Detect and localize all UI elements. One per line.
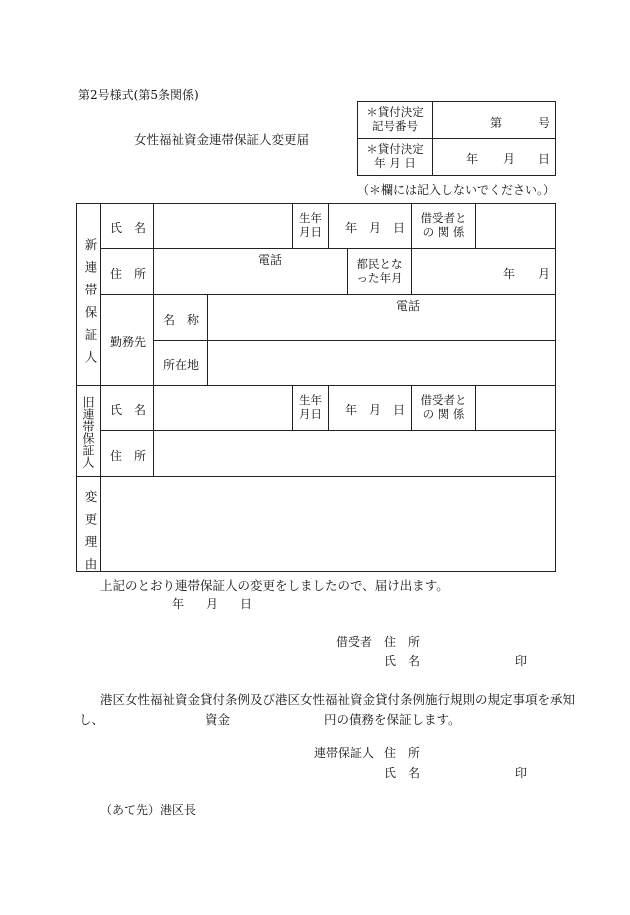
guarantee-amount-text: 円の債務を保証します。 [324,712,461,727]
guarantor-address-label: 住 所 [384,746,421,760]
decision-no-label: ＊貸付決定 記号番号 [366,105,424,133]
borrower-seal: 印 [515,654,528,668]
form-title: 女性福祉資金連帯保証人変更届 [134,132,310,147]
main-table [76,203,556,572]
declaration-day: 日 [240,597,253,611]
old-relation-label: 借受者と の 関 係 [420,393,467,421]
workplace-address-label: 所在地 [163,358,200,372]
new-guarantor-section-label: 新連帯保証人 [83,238,98,373]
office-note: （＊欄には記入しないでください。） [357,183,556,197]
new-birth-label: 生年 月日 [299,211,322,239]
workplace-phone-label: 電話 [396,299,421,313]
borrower-label: 借受者 [336,635,373,649]
declaration-month: 月 [206,597,219,611]
guarantor-sign-label: 連帯保証人 [314,746,375,760]
dai-label: 第 [490,116,503,130]
guarantor-seal: 印 [515,766,528,780]
guarantee-line-1: 港区女性福祉資金貸付条例及び港区女性福祉資金貸付条例施行規則の規定事項を承知 [100,692,576,707]
old-guarantor-section-label: 旧連帯保証人 [81,396,95,468]
new-birth-ymd: 年 月 日 [345,221,406,235]
borrower-name-label: 氏 名 [384,654,421,668]
workplace-label: 勤務先 [110,335,147,349]
declaration-text: 上記のとおり連帯保証人の変更をしましたので、届け出ます。 [100,578,449,593]
new-residence-label: 都民とな った年月 [356,257,403,285]
workplace-name-label: 名 称 [163,313,200,327]
new-phone-label: 電話 [258,253,283,267]
guarantor-name-label: 氏 名 [384,766,421,780]
new-relation-label: 借受者と の 関 係 [420,211,467,239]
reason-label: 変更理由 [83,490,98,580]
old-birth-ymd: 年 月 日 [345,403,406,417]
office-month: 月 [503,152,516,166]
old-address-label: 住 所 [110,449,147,463]
form-number: 第2号様式(第5条関係) [78,88,199,102]
borrower-address-label: 住 所 [384,635,421,649]
guarantee-fund-label: 資金 [205,712,231,727]
new-name-label: 氏 名 [110,221,147,235]
old-name-label: 氏 名 [110,403,147,417]
new-residence-year: 年 [503,267,516,281]
old-birth-label: 生年 月日 [299,393,322,421]
declaration-year: 年 [172,597,185,611]
go-label: 号 [538,116,551,130]
office-day: 日 [538,152,551,166]
addressee: （あて先）港区長 [100,803,197,817]
guarantee-line-2-start: し、 [79,712,105,727]
new-address-label: 住 所 [110,267,147,281]
office-year: 年 [466,152,479,166]
new-residence-month: 月 [538,267,551,281]
decision-date-label: ＊貸付決定 年 月 日 [366,142,424,170]
